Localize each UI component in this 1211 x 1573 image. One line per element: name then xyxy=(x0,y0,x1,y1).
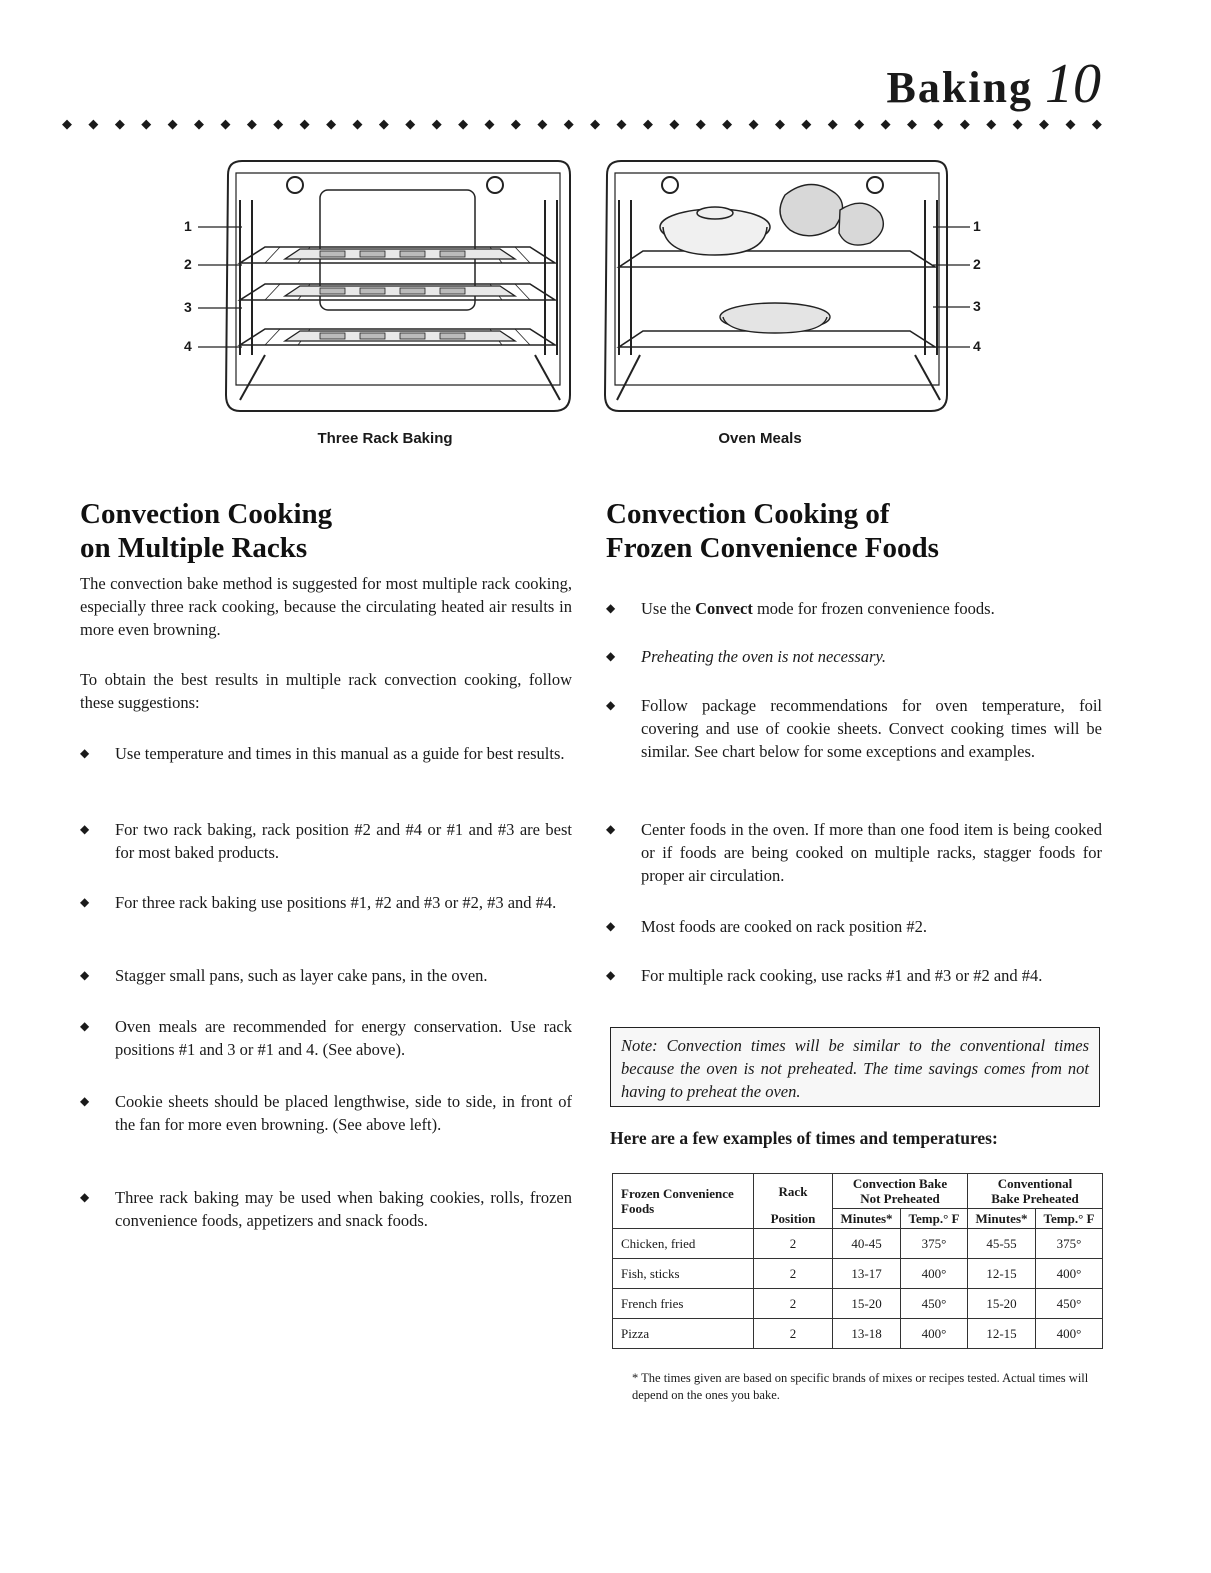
three-rack-oven-illustration xyxy=(170,155,590,425)
col-header-food: Frozen Convenience Foods xyxy=(613,1174,754,1229)
left-bullet-1: ◆ Use temperature and times in this manual as a guide for best results. xyxy=(80,744,565,763)
divider-diamond-icon: ◆ xyxy=(616,117,627,132)
divider-diamond-icon: ◆ xyxy=(378,117,389,132)
divider-diamond-icon: ◆ xyxy=(1039,117,1050,132)
col-header-std-temp: Temp.° F xyxy=(1036,1209,1103,1229)
divider-diamond-icon: ◆ xyxy=(907,117,917,132)
divider-diamond-icon: ◆ xyxy=(642,117,653,132)
divider-diamond-icon: ◆ xyxy=(827,117,838,132)
divider-diamond-icon: ◆ xyxy=(854,117,865,132)
divider-diamond-icon: ◆ xyxy=(141,117,152,132)
divider-diamond-icon: ◆ xyxy=(748,117,759,132)
divider-diamond-icon: ◆ xyxy=(326,117,337,132)
divider-diamond-icon: ◆ xyxy=(695,117,706,132)
divider-diamond-icon: ◆ xyxy=(405,117,416,132)
divider-diamond-icon: ◆ xyxy=(1012,117,1023,132)
bullet-diamond-icon: ◆ xyxy=(80,822,90,836)
divider-diamond-icon: ◆ xyxy=(167,117,178,132)
diamond-divider xyxy=(62,118,1102,132)
oven-meals-illustration xyxy=(595,155,1005,425)
rack-label-3: 3 xyxy=(184,299,192,315)
right-bullet-4: ◆ Center foods in the oven. If more than one food item is being cooked or if foods are being cooked on multiple racks, stagger foods for proper air circulation. xyxy=(606,820,1102,885)
divider-diamond-icon: ◆ xyxy=(537,117,548,132)
divider-diamond-icon: ◆ xyxy=(1065,117,1076,132)
right-bullet-6: ◆ For multiple rack cooking, use racks #1 and #3 or #2 and #4. xyxy=(606,966,1043,985)
divider-diamond-icon: ◆ xyxy=(590,117,601,132)
bullet-diamond-icon: ◆ xyxy=(606,968,616,982)
left-heading-line1: Convection Cooking xyxy=(80,498,333,530)
divider-diamond-icon: ◆ xyxy=(563,117,574,132)
rack-label-1-right: 1 xyxy=(973,218,981,234)
convect-mode-label: Convect xyxy=(695,599,753,618)
oven-meals-caption: Oven Meals xyxy=(718,430,802,447)
rack-label-4-right: 4 xyxy=(973,338,981,354)
col-header-std-minutes: Minutes* xyxy=(967,1209,1035,1229)
bullet-diamond-icon: ◆ xyxy=(606,822,616,836)
divider-diamond-icon: ◆ xyxy=(273,117,284,132)
divider-diamond-icon: ◆ xyxy=(801,117,812,132)
divider-diamond-icon: ◆ xyxy=(88,117,99,132)
table-row: French fries 2 15-20 450° 15-20 450° xyxy=(613,1289,1103,1319)
bullet-diamond-icon: ◆ xyxy=(80,1094,90,1108)
right-bullet-2: ◆ Preheating the oven is not necessary. xyxy=(606,647,886,666)
oven-meals-figure xyxy=(595,155,1005,425)
col-header-conv-minutes: Minutes* xyxy=(833,1209,901,1229)
left-intro-paragraph-2: To obtain the best results in multiple rack convection cooking, follow these suggestions: xyxy=(80,670,572,712)
rack-label-4: 4 xyxy=(184,338,192,354)
divider-diamond-icon: ◆ xyxy=(986,117,997,132)
col-header-conventional: Conventional Bake Preheated xyxy=(967,1174,1102,1209)
bullet-diamond-icon: ◆ xyxy=(80,1190,90,1204)
divider-diamond-icon: ◆ xyxy=(246,117,257,132)
table-footnote: * The times given are based on specific brands of mixes or recipes tested. Actual times will depend on the ones you bake. xyxy=(632,1371,1089,1402)
table-header-row xyxy=(613,1174,1103,1209)
table-row: Chicken, fried 2 40-45 375° 45-55 375° xyxy=(613,1229,1103,1259)
col-header-convection: Convection Bake Not Preheated xyxy=(833,1174,968,1209)
divider-diamond-icon: ◆ xyxy=(220,117,231,132)
left-bullet-5: ◆ Oven meals are recommended for energy conservation. Use rack positions #1 and 3 or #1 and 4. (See above). xyxy=(80,1017,572,1059)
bullet-diamond-icon: ◆ xyxy=(80,1019,90,1033)
left-bullet-3: ◆ For three rack baking use positions #1, #2 and #3 or #2, #3 and #4. xyxy=(80,893,557,912)
rack-label-1: 1 xyxy=(184,218,192,234)
left-bullet-2: ◆ For two rack baking, rack position #2 and #4 or #1 and #3 are best for most baked products. xyxy=(80,820,572,862)
divider-diamond-icon: ◆ xyxy=(484,117,495,132)
bullet-diamond-icon: ◆ xyxy=(80,968,90,982)
divider-diamond-icon: ◆ xyxy=(959,117,970,132)
divider-diamond-icon: ◆ xyxy=(722,117,733,132)
right-section-heading xyxy=(606,497,939,565)
left-bullet-6: ◆ Cookie sheets should be placed lengthwise, side to side, in front of the fan for more even browning. (See above left). xyxy=(80,1092,572,1134)
note-box: Note: Convection times will be similar to the conventional times because the oven is not preheated. The time savings comes from not having to preheat the oven. xyxy=(610,1027,1100,1107)
divider-diamond-icon: ◆ xyxy=(194,117,205,132)
bullet-diamond-icon: ◆ xyxy=(606,919,616,933)
bullet-diamond-icon: ◆ xyxy=(606,601,616,615)
col-header-rack: Rack xyxy=(754,1174,833,1209)
right-heading-line2: Frozen Convenience Foods xyxy=(606,532,939,564)
left-bullet-7: ◆ Three rack baking may be used when baking cookies, rolls, frozen convenience foods, appetizers and snack foods. xyxy=(80,1188,572,1230)
page-title: Baking xyxy=(886,63,1033,112)
right-bullet-1: ◆ Use the Convect mode for frozen convenience foods. xyxy=(606,599,995,618)
col-header-conv-temp: Temp.° F xyxy=(901,1209,968,1229)
divider-diamond-icon: ◆ xyxy=(62,117,72,132)
three-rack-baking-figure xyxy=(170,155,590,425)
three-rack-baking-caption: Three Rack Baking xyxy=(317,430,453,447)
rack-label-3-right: 3 xyxy=(973,298,981,314)
rack-label-2: 2 xyxy=(184,256,192,272)
page-header xyxy=(886,52,1101,116)
divider-diamond-icon: ◆ xyxy=(458,117,469,132)
divider-diamond-icon: ◆ xyxy=(669,117,680,132)
left-intro-paragraph: The convection bake method is suggested for most multiple rack cooking, especially three rack cooking, because the circulating heated air results in more even browning. xyxy=(80,574,572,639)
divider-diamond-icon: ◆ xyxy=(114,117,125,132)
bullet-diamond-icon: ◆ xyxy=(606,649,616,663)
table-row: Fish, sticks 2 13-17 400° 12-15 400° xyxy=(613,1259,1103,1289)
divider-diamond-icon: ◆ xyxy=(431,117,442,132)
bullet-diamond-icon: ◆ xyxy=(80,746,90,760)
divider-diamond-icon: ◆ xyxy=(774,117,785,132)
divider-diamond-icon: ◆ xyxy=(510,117,521,132)
divider-diamond-icon: ◆ xyxy=(299,117,310,132)
left-bullet-4: ◆ Stagger small pans, such as layer cake pans, in the oven. xyxy=(80,966,488,985)
divider-diamond-icon: ◆ xyxy=(352,117,363,132)
rack-label-2-right: 2 xyxy=(973,256,981,272)
divider-diamond-icon: ◆ xyxy=(880,117,891,132)
right-bullet-5: ◆ Most foods are cooked on rack position #2. xyxy=(606,917,927,936)
bullet-diamond-icon: ◆ xyxy=(80,895,90,909)
examples-heading: Here are a few examples of times and temperatures: xyxy=(610,1128,998,1148)
right-bullet-3: ◆ Follow package recommendations for oven temperature, foil covering and use of cookie sheets. Convect cooking times will be similar. See chart below for some exceptions and examples. xyxy=(606,696,1102,761)
times-temperatures-table xyxy=(612,1173,1103,1349)
page-number: 10 xyxy=(1045,53,1101,115)
bullet-diamond-icon: ◆ xyxy=(606,698,616,712)
left-heading-line2: on Multiple Racks xyxy=(80,532,308,564)
left-section-heading xyxy=(80,497,332,565)
table-row: Pizza 2 13-18 400° 12-15 400° xyxy=(613,1319,1103,1349)
divider-diamond-icon: ◆ xyxy=(1091,117,1102,132)
right-heading-line1: Convection Cooking of xyxy=(606,498,890,530)
col-header-rack-position: Position xyxy=(754,1209,833,1229)
divider-diamond-icon: ◆ xyxy=(933,117,944,132)
